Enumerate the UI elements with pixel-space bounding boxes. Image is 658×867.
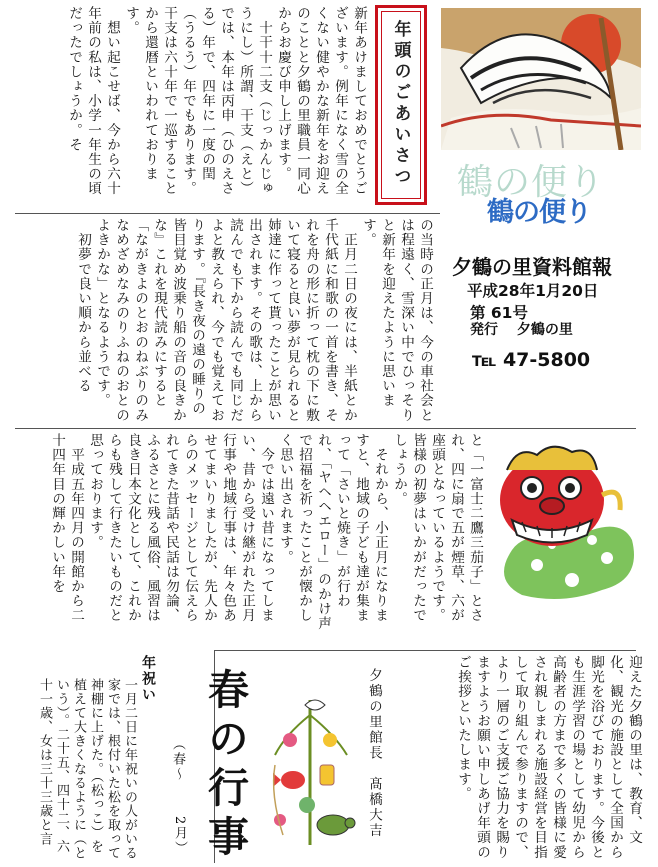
spring-events-title: 春の行事 xyxy=(201,668,249,864)
newsletter-name: 夕鶴の里資料館報 xyxy=(452,255,612,279)
publisher: 発行 夕鶴の里 xyxy=(470,322,573,338)
divider-3 xyxy=(215,650,636,651)
issue-date: 平成28年1月20日 xyxy=(467,282,599,300)
greeting-text-part1: 新年あけましておめでとうございます。例年になく雪の全くない健やかな新年をお迎えのことと夕鶴の里職員一同心からお慶び申し上げます。 十干十二支（じっかんじゅうにし）所謂、干支（えと）では、本年は丙申（ひのえさる）年で、四年に一度の閏（うるう）年でもあります。干支は六十年で一巡することから還暦といわれております。 想い起こせば、今から六十年前の私は、小学一年生の頃だったでしょうか。そ xyxy=(66,6,367,196)
new-year-charm-illustration xyxy=(255,695,365,855)
issue-number: 第 61号 xyxy=(470,304,528,322)
signature: 夕鶴の里館長 髙橋大吉 xyxy=(366,668,382,839)
divider-2 xyxy=(15,428,636,429)
year-celebration-text: 一月二日に年祝いの人がいる家では、根付いた松を取って神棚に上げた。（松っこ）を植えて大きくなるように（という）。二十五、四十二、六十一歳、女は三十三歳と言 xyxy=(37,678,137,860)
greeting-text-part2: の当時の正月は、今の車社会とは程遠く、雪深い中でひっそりと新年を迎えたように思います。 正月二日の夜には、半紙とか千代紙に和歌の一首を書き、それを舟の形に折って枕の下に敷いて寝ると良い夢が見られると姉達に作って貰ったことが思い出されます。その歌は、上から読んでも下から読んでも同じだよと教えられ、今でも覚えております。『長き夜の遠の睡りの皆目覚め波乗り船の音の良きかな』これを現代読みにすると「ながきよのとおのねぶりのみなめざめなみのりふねのおとのよきかな」となるようです。 初夢で良い順から並べる xyxy=(75,218,433,423)
greeting-title: 年頭のごあいさつ xyxy=(390,20,411,188)
divider-1 xyxy=(15,213,440,214)
greeting-text-part3: と「一富士二鷹三茄子」とされ、四に扇で五が煙草、六が座頭となっているようです。皆様の初夢はいかがだったでしょうか。 それから、小正月になりますと、地域の子ども達が集まって「さいと焼き」が行われ、「ヤヘヘエロー」のかけ声で招福を祈ったことが懐かしく思い出されます。 今では遠い昔になってしまい、昔から受け継がれた正月行事や地域行事は、年々色あせてまいりましたが、先人からのメッセージとして伝えられてきた昔話や民話は勿論、ふるさとに残る風俗、風習は良き日本文化として、これからも残して行きたいものだと思っております。 平成五年四月の開館から二十四年目の輝かしい年を xyxy=(49,433,483,631)
spring-events-period-start: （春～ xyxy=(170,737,185,782)
crane-illustration xyxy=(441,8,641,150)
lion-dance-illustration xyxy=(492,440,642,600)
paper-title-shadow: 鶴の便り xyxy=(457,162,606,203)
spring-events-period-end: 2月） xyxy=(172,816,187,857)
greeting-title-box xyxy=(375,5,427,205)
greeting-text-part4: 迎えた夕鶴の里は、教育、文化、観光の施設として全国から脚光を浴びております。今後とも生涯学習の場として幼児から高齢者の方まで多くの皆様に愛され親しまれる施設経営を目指して取り組んで参りますので、より一層のご支援ご協力を賜りますようお願い申しあげ年頭のご挨拶といたします。 xyxy=(455,655,642,860)
year-celebration-heading: 年祝い xyxy=(140,655,156,703)
telephone: ℡ 47-5800 xyxy=(472,349,591,371)
paper-title: 鶴の便り xyxy=(487,197,591,228)
